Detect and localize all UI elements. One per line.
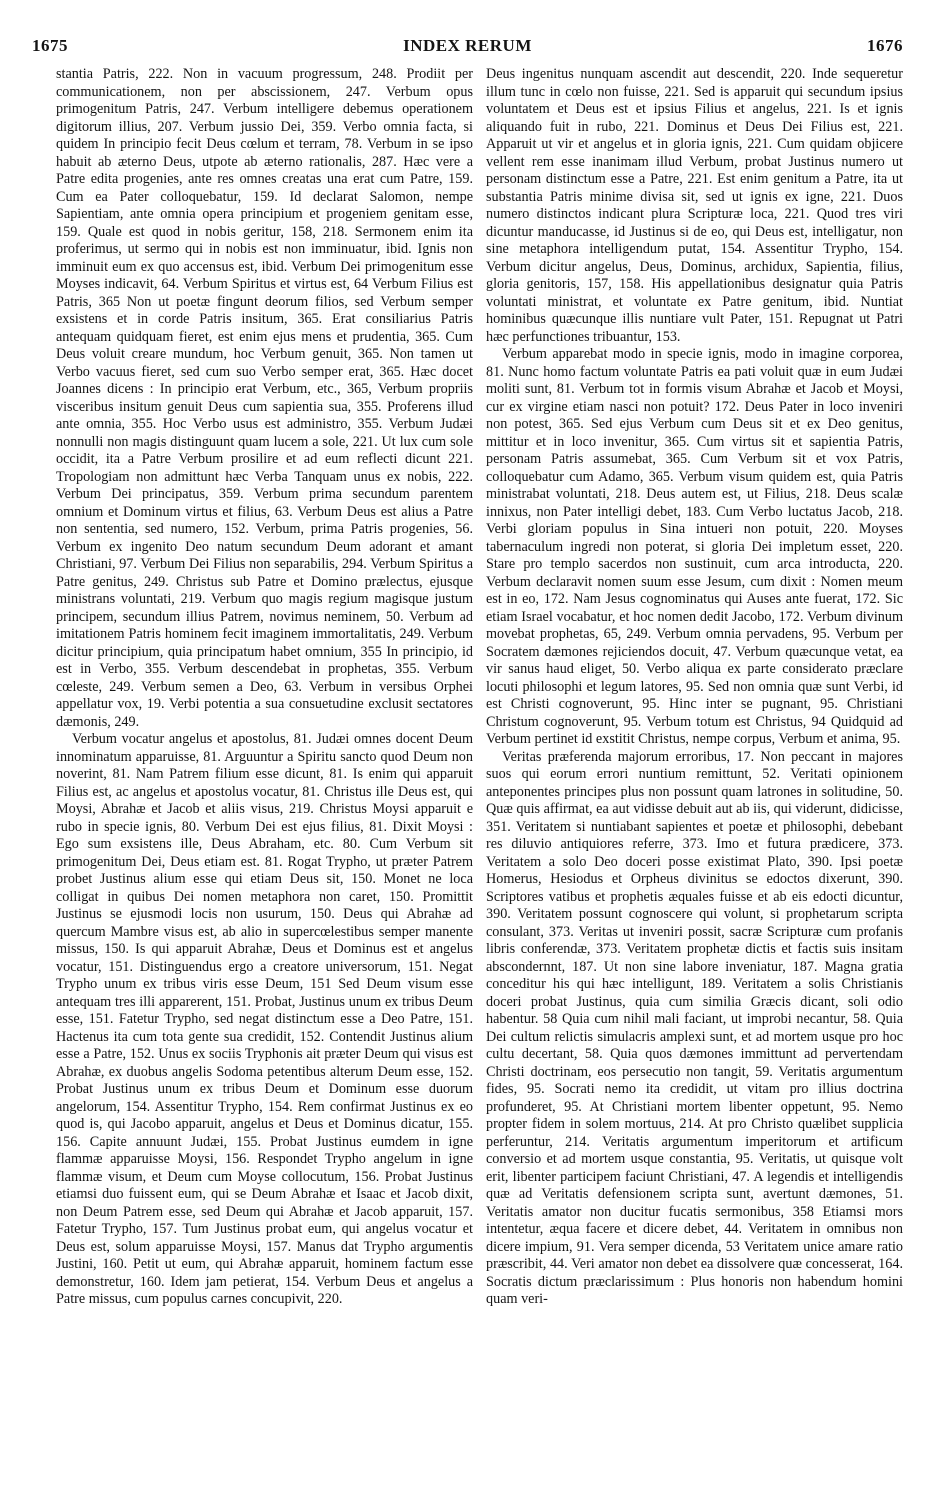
index-paragraph: Verbum apparebat modo in specie ignis, modo in imagine corporea, 81. Nunc homo factum voluntate Patris ea pati voluit quæ in eum Judæi moliti sunt, 81. Verbum tot in formis visum Abrahæ et Jacob et Moysi, cur ex virgine etiam nasci non potuit? 172. Deus Pater in loco inveniri non potest, 365. Sed ejus Verbum cum Deus sit et ex Deo genitus, mittitur et in loco invenitur, 365. Cum virtus sit et sapientia Patris, personam Patris assumebat, 365. Cum Verbum sit et vox Patris, colloquebatur cum Adamo, 365. Verbum visum quidem est, quia Patris ministrabat voluntati, 218. Deus autem est, ut Filius, 218. Deus scalæ innixus, non Pater intelligi debet, 183. Cum Verbo luctatus Jacob, 218. Verbi gloriam populus in Sina intueri non potuit, 220. Moyses tabernaculum ingredi non poterat, si gloria Dei impletum esset, 220. Stare pro templo sacerdos non sustinuit, cum arca introducta, 220. Verbum declaravit nomen suum esse Jesum, cum dixit : Nomen meum est in eo, 172. Nam Jesus cognominatus qui Auses ante fuerat, 172. Sic etiam Israel vocabatur, et hoc nomen dedit Jacobo, 172. Verbum divinum movebat prophetas, 65, 249. Verbum omnia pervadens, 95. Verbum per Socratem dæmones rejiciendos docuit, 47. Verbum quæcunque vetat, ea vir sanus haud eliget, 50. Verbo aliqua ex parte considerato præclare locuti philosophi et legum latores, 95. Sed non omnia quæ sunt Verbi, id est Christi cognoverunt, 95. Hinc inter se pugnant, 95. Christiani Christum cognoverunt, 95. Verbum totum est Christus, 94 Quidquid ad Verbum pertinet id exstitit Christus, nempe corpus, Verbum et anima, 95. bbox=[486, 346, 903, 747]
running-title: INDEX RERUM bbox=[403, 36, 532, 55]
left-column bbox=[56, 66, 473, 1491]
index-paragraph: stantia Patris, 222. Non in vacuum progressum, 248. Prodiit per communicationem, non per abscissionem, 247. Verbum opus primogenitum Patris, 247. Verbum intelligere debemus operationem digitorum illius, 207. Verbum jussio Dei, 359. Verbo omnia facta, si quidem In principio fecit Deus cœlum et terram, 78. Verbum in se ipso habuit ab æterno Deus, utpote ab æterno rationalis, 287. Hæc vere a Patre edita progenies, ante res omnes creatas una erat cum Patre, 159. Cum ea Pater colloquebatur, 159. Id declarat Salomon, nempe Sapientiam, ante omnia opera principium et progeniem genitam esse, 159. Quale est quod in nobis geritur, 158, 218. Sermonem enim ita proferimus, ut sermo qui in nobis est non imminuatur, ibid. Ignis non imminuit eum ex quo accensus est, ibid. Verbum Dei primogenitum esse Moyses indicavit, 64. Verbum Spiritus et virtus est, 64 Verbum Filius est Patris, 365 Non ut poetæ fingunt deorum filios, sed Verbum semper exsistens et in corde Patris insitum, 365. Erat consiliarius Patris antequam quidquam fieret, est enim ejus mens et prudentia, 365. Cum Deus voluit creare mundum, hoc Verbum genuit, 365. Non tamen ut Verbo vacuus fieret, sed cum suo Verbo semper erat, 365. Hæc docet Joannes dicens : In principio erat Verbum, etc., 365, Verbum propriis visceribus insitum genuit Deus cum sapientia sua, 355. Proferens illud ante omnia, 355. Hoc Verbo usus est administro, 355. Verbum Judæi nonnulli non magis distinguunt quam lucem a sole, 221. Ut lux cum sole occidit, ita a Patre Verbum prosilire et ad eum reflecti dicunt 221. Tropologiam non admittunt hæc Verba Tanquam unus ex nobis, 222. Verbum Dei principatus, 359. Verbum prima secundum parentem omnium et Dominum virtus et filius, 63. Verbum Deus est alius a Patre non sententia, sed numero, 152. Verbum, prima Patris progenies, 56. Verbum ex ingenito Deo natum secundum Deum adorant et amant Christiani, 97. Verbum Dei Filius non separabilis, 294. Verbum Spiritus a Patre genitus, 249. Christus sub Patre et Domino prælectus, ejusque ministrans voluntati, 219. Verbum quo magis regium magisque justum principem, secundum illius Patrem, novimus neminem, 50. Verbum ad imitationem Patris hominem fecit imaginem immortalitatis, 249. Verbum dicitur principium, quia principatum habet omnium, 355 In principio, id est in Verbo, 355. Verbum descendebat in prophetas, 355. Verbum cœleste, 249. Verbum semen a Deo, 63. Verbum in versibus Orphei appellatur vox, 19. Verbi potentia a sua consuetudine exclusit sectatores dæmonis, 249. bbox=[56, 66, 473, 730]
page-number-right: 1676 bbox=[867, 36, 903, 55]
page-number-left: 1675 bbox=[32, 36, 68, 55]
index-paragraph: Verbum vocatur angelus et apostolus, 81. Judæi omnes docent Deum innominatum apparuisse, 81. Arguuntur a Spiritu sancto quod Deum non noverint, 81. Nam Patrem filium esse dicunt, 81. Is enim qui apparuit Filius est, ac angelus et apostolus vocatur, 81. Christus ille Deus est, qui Moysi, Abrahæ et Jacob et aliis visus, 219. Christus Moysi apparuit e rubo in specie ignis, 80. Verbum Dei est ejus filius, 81. Dixit Moysi : Ego sum exsistens ille, Deus Abraham, etc. 80. Cum Verbum sit primogenitum Dei, Deus etiam est. 81. Rogat Trypho, ut præter Patrem probet Justinus alium esse qui etiam Deus sit, 150. Monet ne loca colligat in quibus Dei nomen metaphora non caret, 150. Promittit Justinus se ejusmodi locis non usurum, 150. Deus qui Abrahæ ad quercum Mambre visus est, ab alio in supercœlestibus semper manente missus, 150. Is qui apparuit Abrahæ, Deus et Dominus est et angelus vocatur, 151. Distinguendus ergo a creatore universorum, 151. Negat Trypho unum ex tribus viris esse Deum, 151 Sed Deum visum esse antequam tres illi apparerent, 151. Probat, Justinus unum ex tribus Deum esse, 151. Fatetur Trypho, sed negat distinctum esse a Deo Patre, 151. Hactenus ita cum tota gente sua credidit, 152. Contendit Justinus alium esse a Patre, 152. Unus ex sociis Tryphonis ait præter Deum qui visus est Abrahæ, ex duobus angelis Sodoma petentibus alterum Deum esse, 152. Probat Justinus unum ex tribus Deum et Dominum esse duorum angelorum, 154. Assentitur Trypho, 154. Rem confirmat Justinus ex eo quod is, qui Jacobo apparuit, angelus et Deus et Dominus dicatur, 155. 156. Capite annuunt Judæi, 155. Probat Justinus eumdem in igne flammæ apparuisse Moysi, 156. Respondet Trypho angelum in igne flammæ visum, et Deum cum Moyse collocutum, 156. Probat Justinus etiamsi duo fuissent eum, qui se Deum Abrahæ et Isaac et Jacob dixit, non Deum Patrem esse, sed Deum qui Abrahæ et Jacob apparuit, 157. Fatetur Trypho, 157. Tum Justinus probat eum, qui angelus vocatur et Deus est, solum apparuisse Moysi, 157. Manus dat Trypho argumentis Justini, 160. Petit ut eum, qui Abrahæ apparuit, hominem factum esse demonstretur, 160. Idem jam petierat, 154. Verbum Deus et angelus a Patre missus, cum populus carnes concupivit, 220. bbox=[56, 731, 473, 1307]
right-column bbox=[486, 66, 903, 1491]
index-paragraph: Veritas præferenda majorum erroribus, 17. Non peccant in majores suos qui eorum errori nuntium remittunt, 52. Veritati opinionem anteponentes principes plus non possunt quam latrones in solitudine, 50. Quæ quis affirmat, ea aut vidisse debuit aut ab iis, qui viderunt, didicisse, 351. Veritatem si nuntiabant sapientes et poetæ et philosophi, debebant res diluvio antiquiores referre, 373. Imo et futura prædicere, 373. Veritatem a solo Deo doceri posse existimat Plato, 390. Ipsi poetæ Homerus, Hesiodus et Orpheus divinitus se edoctos dixerunt, 390. Scriptores vatibus et prophetis æquales fuisse et ab eis edocti dicuntur, 390. Veritatem possunt cognoscere qui volunt, si prophetarum scripta consulant, 373. Veritas ut inveniri possit, sacræ Scripturæ cum profanis libris conferendæ, 373. Veritatem prophetæ dictis et factis suis insitam abscondernnt, 187. Ut non sine labore inveniatur, 187. Magna gratia conceditur his qui hæc intelligunt, 189. Veritatem a solis Christianis doceri probat Justinus, quia cum similia Græcis dicant, soli odio habentur. 58 Quia cum nihil mali faciant, ut improbi necantur, 58. Quia Dei cultum relictis simulacris amplexi sunt, et ad mortem usque pro hoc cultu decertant, 58. Quia quos dæmones immittunt ad pervertendam Christi doctrinam, eos persecutio non tangit, 59. Veritatis argumentum fides, 95. Socrati nemo ita credidit, ut vitam pro illius doctrina profunderet, 95. At Christiani mortem libenter oppetunt, 95. Nemo propter fidem in solem mortuus, 214. At pro Christo quælibet supplicia perferuntur, 214. Veritatis argumentum imperitorum et artificum conversio et ad mortem usque constantia, 95. Veritatis, ut quisque volt erit, libenter participem faciunt Christiani, 47. A legendis et intelligendis quæ ad Veritatis defensionem scripta sunt, avertunt dæmones, 51. Veritatis amator non ducitur fucatis sermonibus, 358 Etiamsi mors intentetur, æqua facere et dicere debet, 44. Veritatem in omnibus non dicere impium, 91. Vera semper dicenda, 53 Veritatem unice amare ratio præscribit, 44. Veri amator non debet ea dissolvere quæ concesserat, 164. Socratis dictum præclarissimum : Plus honoris non habendum homini quam veri- bbox=[486, 748, 903, 1307]
page-header bbox=[30, 6, 905, 56]
index-paragraph: Deus ingenitus nunquam ascendit aut descendit, 220. Inde sequeretur illum tunc in cœlo non fuisse, 221. Sed is apparuit qui secundum ipsius voluntatem et Deus est et ipsius Filius et angelus, 221. Is et ignis aliquando fuit in rubo, 221. Dominus et Deus Dei Filius est, 221. Apparuit ut vir et angelus et in gloria ignis, 221. Cum quidam objicere vellent rem esse inanimam illud Verbum, probat Justinus numero ut personam distinctum esse a Patre, 221. Est enim genitum a Patre, ita ut substantia Patris minime divisa sit, sed ut ignis ex igne, 221. Duos numero distinctos indicant plura Scripturæ loca, 221. Quod tres viri dicuntur manducasse, id Justinus si de eo, qui Deus est, intelligatur, non sine metaphora intelligendum putat, 154. Assentitur Trypho, 154. Verbum dicitur angelus, Deus, Dominus, archidux, Sapientia, filius, gloria genitoris, 157, 158. His appellationibus designatur quia Patris voluntati ministrat, et voluntate ex Patre genitum, ibid. Nuntiat hominibus quæcunque illis nuntiare vult Pater, 151. Repugnat ut Patri hæc perfunctiones tribuantur, 153. bbox=[486, 66, 903, 345]
